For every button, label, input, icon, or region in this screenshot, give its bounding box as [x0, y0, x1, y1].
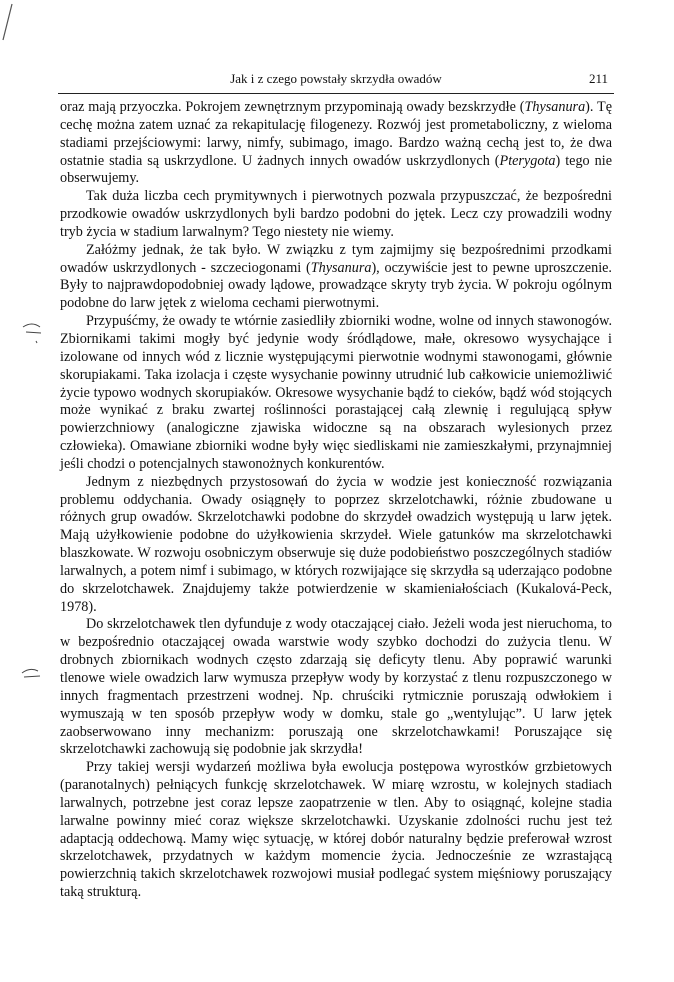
paragraph: [60, 188, 612, 242]
italic-term: Thysanura: [524, 99, 586, 115]
paragraph: [60, 616, 612, 759]
text-run: Do skrzelotchawek tlen dyfunduje z wody otaczającej ciało. Jeżeli woda jest nieruchoma, to w bezpośrednio otaczającej owada warstwie wody szybko dochodzi do zużycia tlenu. W drobnych zbiornikach wodnych często zdarzają się deficyty tlenu. Aby poprawić warunki tlenowe wiele owadzich larw wymusza przepływ wody by korzystać z tlenu rozpuszczonego w innych fragmentach przestrzeni wodnej. Np. chruściki rytmicznie poruszają odwłokiem i wymuszają w ten sposób przepływ wody w domku, stale go „wentylując”. U larw jętek zaobserwowano inny mechanizm: poruszają one skrzelotchawkami! Poruszające się skrzelotchawki zachowują się podobnie jak skrzydła!: [60, 616, 612, 758]
text-run: ) tego nie obserwujemy.: [60, 152, 612, 187]
running-title: Jak i z czego powstały skrzydła owadów: [230, 71, 442, 86]
italic-term: Pterygota: [499, 152, 556, 169]
italic-term: Thysanura: [310, 259, 372, 276]
text-run: Jednym z niezbędnych przystosowań do życia w wodzie jest konieczność rozwiązania problemu oddychania. Owady osiągnęły to poprzez skrzelotchawki, różnie zbudowane u różnych grup owadów. Skrzelotchawki podobne do skrzydeł owadzich występują u larw jętek. Mają użyłkowienie podobne do użyłkowienia skrzydeł. Wiele gatunków ma skrzelotchawki blaszkowate. W rozwoju osobniczym obserwuje się duże podobieństwo poszczególnych stadiów larwalnych, a potem nimf i subimago, w których rozwijające się skrzydła są uderzająco podobne do skrzelotchawek. Znajdujemy także potwierdzenie w skamieniałościach (Kukalová-Peck, 1978).: [60, 473, 612, 615]
paragraph: [60, 242, 612, 313]
margin-annotation-mark: [22, 322, 44, 344]
text-run: Przy takiej wersji wydarzeń możliwa była ewolucja postępowa wyrostków grzbietowych (paranotalnych) pełniących funkcję skrzelotchawek. W miarę wzrostu, w kolejnych stadiach larwalnych, potrzebne jest coraz lepsze zaopatrzenie w tlen. Aby to osiągnąć, kolejne stadia larwalne powinny mieć coraz większe skrzelotchawki. Uzyskanie zdolności ruchu jest też adaptacją oddechową. Mamy więc sytuację, w której dobór naturalny będzie preferował wzrost skrzelotchawek, przydatnych w każdym momencie życia. Jednocześnie ze wzrastającą powierzchnią takich skrzelotchawek rozwojowi musiał podlegać system mięśniowy poruszający taką strukturą.: [60, 759, 612, 901]
body-text: [60, 99, 612, 902]
header-rule: [58, 93, 614, 94]
paragraph: [60, 474, 612, 617]
running-head: [58, 70, 614, 88]
text-run: ), oczywiście jest to pewne uproszczenie. Były to najprawdopodobniej owady lądowe, prowadzące skryty tryb życia. W pokroju ogólnym podobne do larw jętek z wieloma cechami pierwotnymi.: [60, 259, 612, 312]
text-run: oraz mają przyoczka. Pokrojem zewnętrznym przypominają owady bezskrzydłe (: [60, 99, 525, 115]
text-run: Załóżmy jednak, że tak było. W związku z tym zajmijmy się bezpośrednimi przodkami owadów uskrzydlonych - szczeciogonami (: [60, 241, 612, 276]
text-run: ). Tę cechę można zatem uznać za rekapitulację filogenezy. Rozwój jest prometaboliczny, z wieloma stadiami przejściowymi: larwy, nimfy, subimago, imago. Bardzo ważną cechą jest to, że dwa ostatnie stadia są uskrzydlone. U żadnych innych owadów uskrzydlonych (: [60, 99, 612, 169]
page-number: 211: [588, 71, 608, 86]
margin-annotation-mark: [20, 666, 42, 682]
text-run: Tak duża liczba cech prymitywnych i pierwotnych pozwala przypuszczać, że bezpośredni przodkowie owadów uskrzydlonych byli bardzo podobni do jętek. Lecz czy prowadzili wodny tryb życia w stadium larwalnym? Tego niestety nie wiemy.: [60, 188, 612, 240]
paragraph: [60, 99, 612, 188]
text-run: Przypuśćmy, że owady te wtórnie zasiedliły zbiorniki wodne, wolne od innych stawonogów. Zbiornikami takimi mogły być jedynie wody śródlądowe, małe, okresowo wysychające i izolowane od innych wód z licznie występującymi pierwotnie wodnymi stawonogami, głównie skorupiakami. Taka izolacja i częste wysychanie powinny utrudnić lub całkowicie uniemożliwić życie typowo wodnych skorupiaków. Okresowe wysychanie bądź to cieków, bądź wód stojących może wynikać z braku zwartej roślinności porastającej całą zlewnię i regulującą spływ powierzchniowy (analogiczne zjawiska widoczne są na obszarach wylesionych przez człowieka). Omawiane zbiorniki wodne były więc siedliskami nie zamieszkałymi, przynajmniej jeśli chodzi o potencjalnych stawonożnych konkurentów.: [60, 313, 612, 472]
paragraph: [60, 313, 612, 474]
paragraph: [60, 759, 612, 902]
pencil-mark: [0, 0, 20, 44]
